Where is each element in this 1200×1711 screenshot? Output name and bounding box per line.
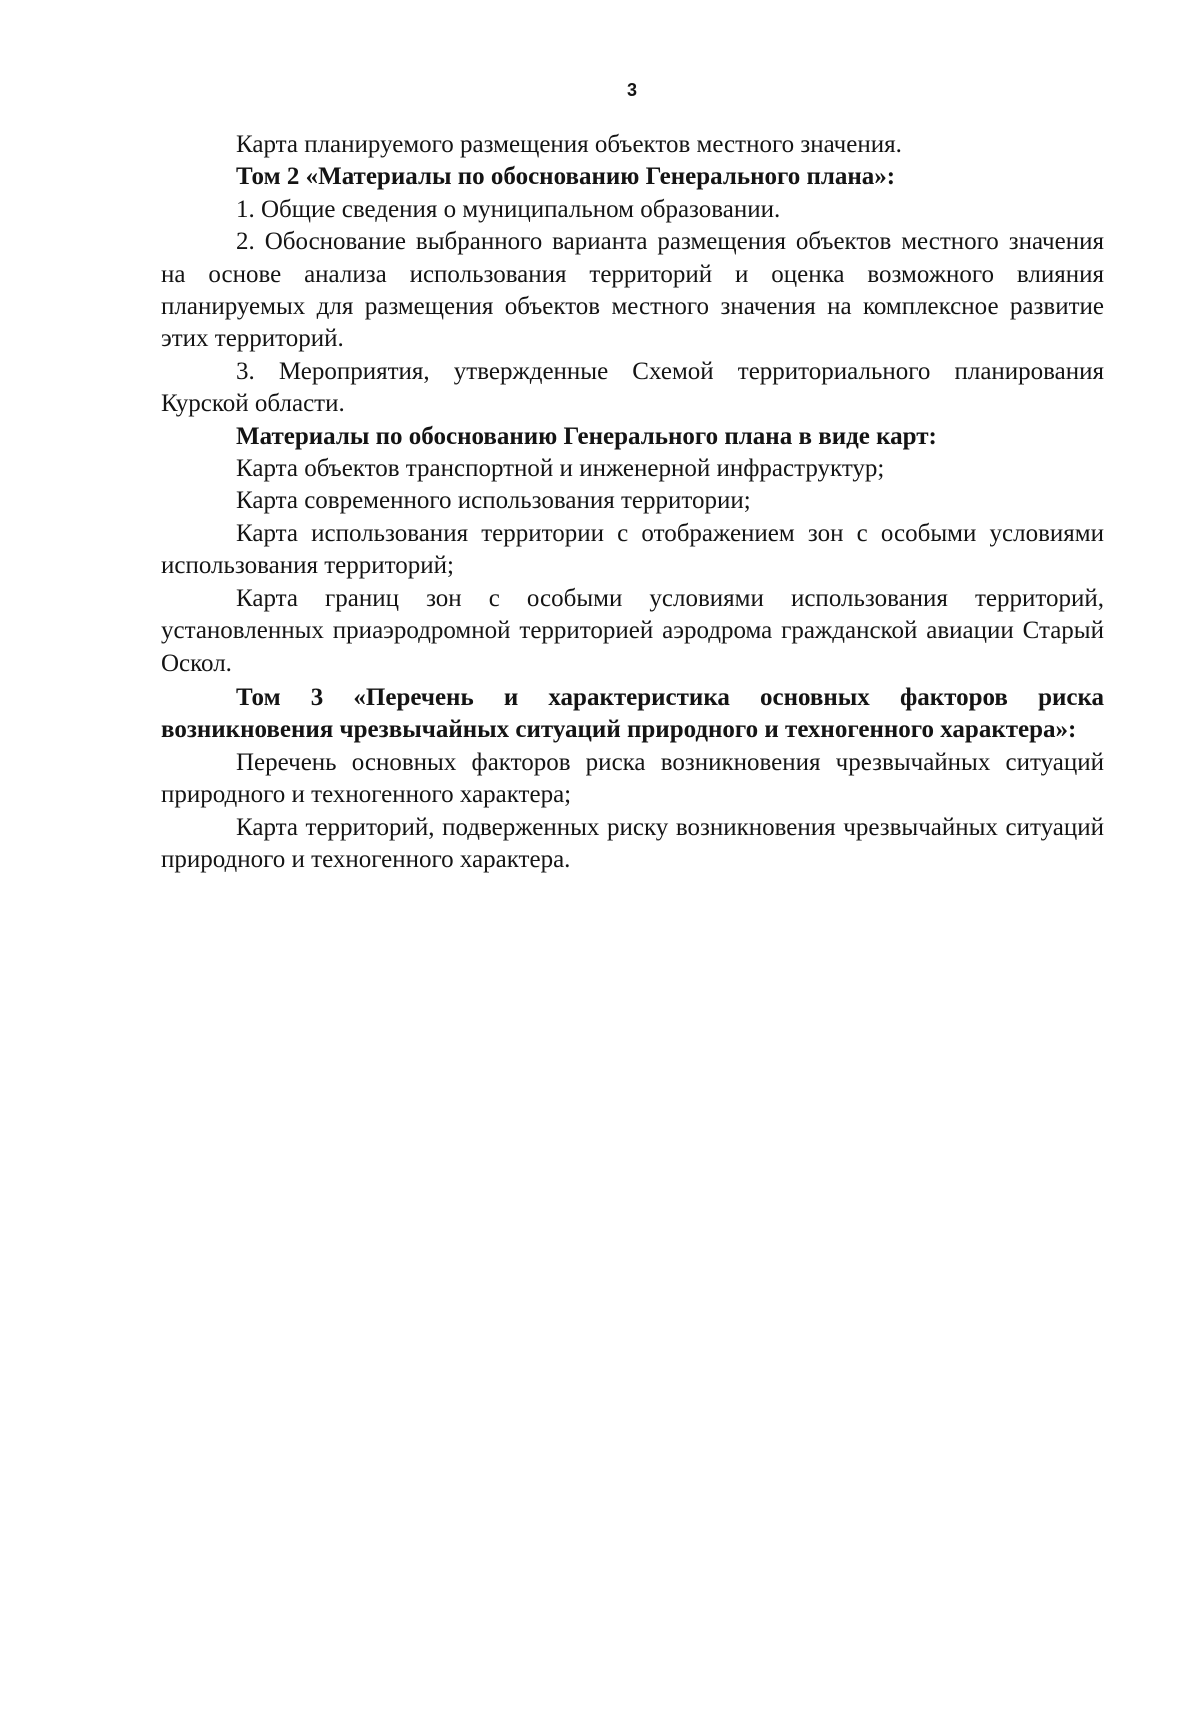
paragraph-map-aerodrome-zones: Карта границ зон с особыми условиями использования территорий, установленных приаэродромной территорией аэродрома гражданской авиации Старый Оскол.	[161, 584, 1104, 677]
page-number: 3	[626, 80, 637, 100]
heading-volume-3: Том 3 «Перечень и характеристика основных факторов риска возникновения чрезвычайных ситуаций природного и техногенного характера»:	[161, 683, 1104, 744]
list-item-justification: 2. Обоснование выбранного варианта размещения объектов местного значения на основе анализа использования территорий и оценка возможного влияния планируемых для размещения объектов местного значения на комплексное развитие этих территорий.	[161, 228, 1104, 353]
paragraph-risk-factors-list: Перечень основных факторов риска возникновения чрезвычайных ситуаций природного и техногенного характера;	[161, 748, 1104, 809]
paragraph-map-risk-territories: Карта территорий, подверженных риску возникновения чрезвычайных ситуаций природного и техногенного характера.	[161, 813, 1104, 873]
document-body	[161, 129, 1104, 876]
heading-volume-2: Том 2 «Материалы по обоснованию Генерального плана»:	[236, 163, 896, 191]
heading-maps: Материалы по обоснованию Генерального плана в виде карт:	[236, 422, 937, 450]
list-item-measures: 3. Мероприятия, утвержденные Схемой территориального планирования Курской области.	[161, 357, 1104, 418]
list-item-general-info: 1. Общие сведения о муниципальном образовании.	[236, 195, 781, 223]
paragraph-map-local-objects: Карта планируемого размещения объектов местного значения.	[236, 131, 902, 158]
paragraph-map-current-use: Карта современного использования территории;	[236, 487, 751, 515]
paragraph-map-infrastructure: Карта объектов транспортной и инженерной инфраструктур;	[236, 455, 885, 483]
paragraph-map-special-zones: Карта использования территории с отображением зон с особыми условиями использования территорий;	[161, 519, 1104, 580]
